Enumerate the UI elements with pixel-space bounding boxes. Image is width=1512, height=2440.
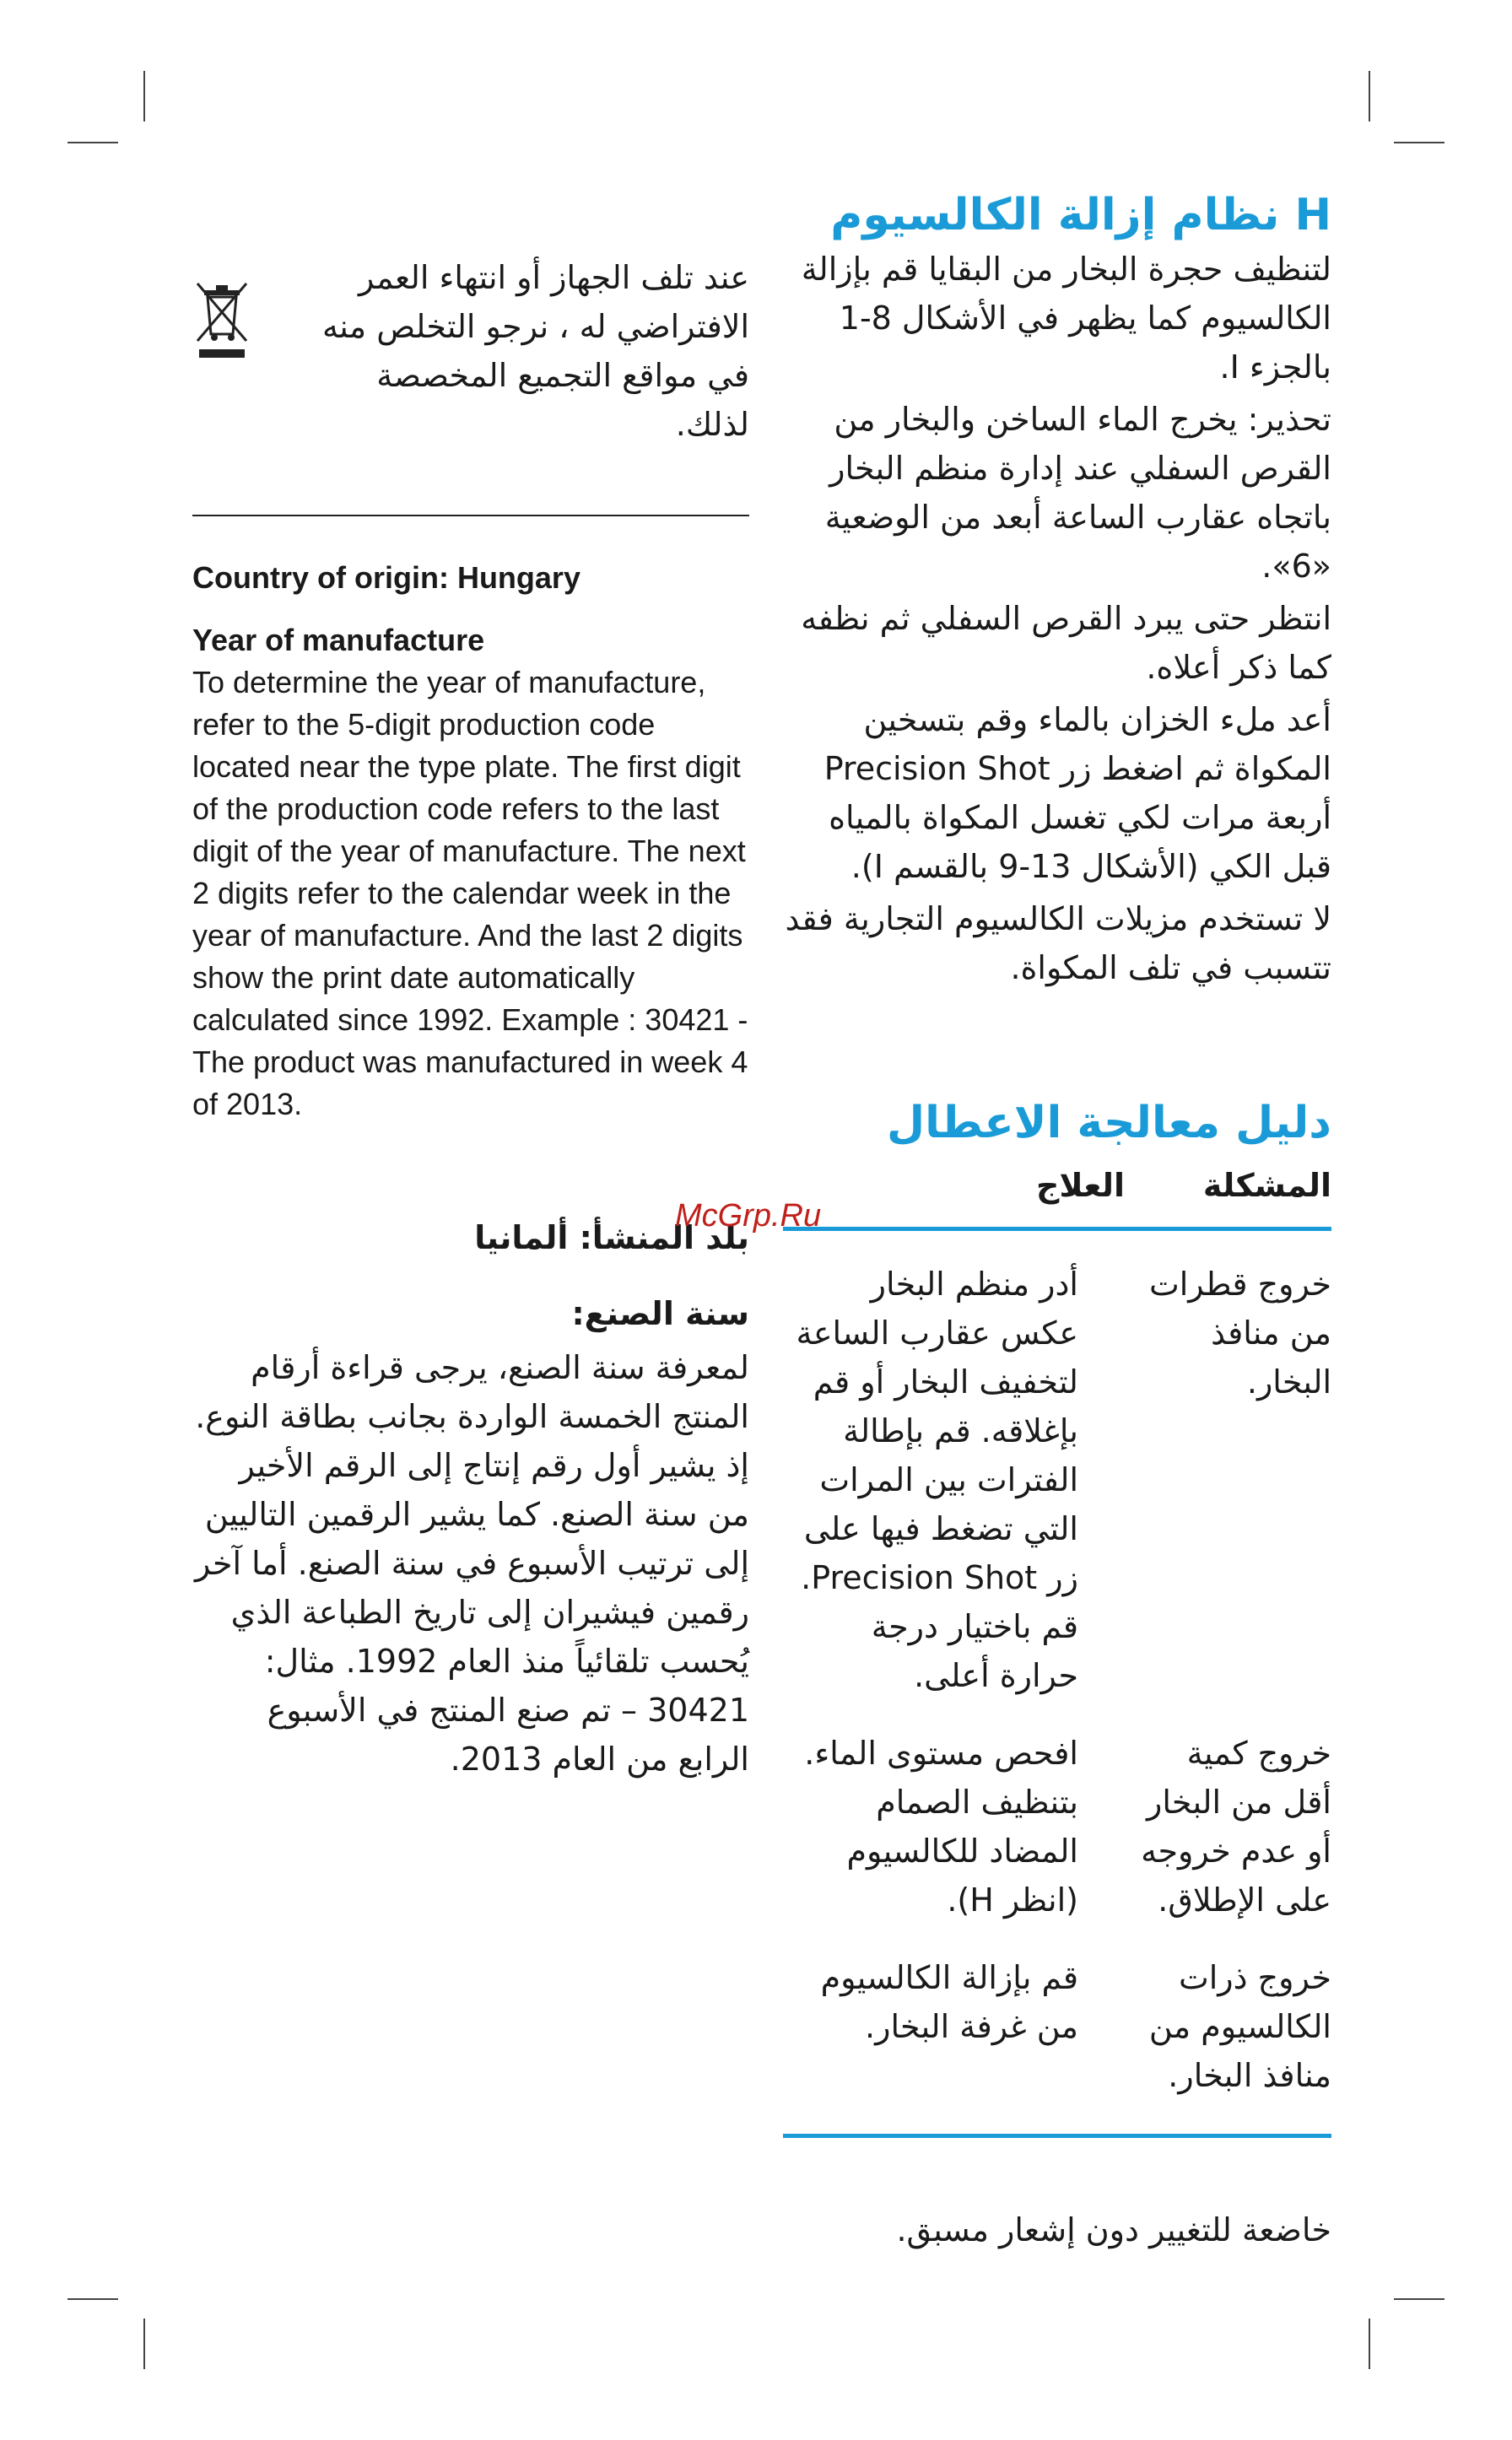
remedy-cell: قم بإزالة الكالسيوم من غرفة البخار. <box>820 1959 1078 2045</box>
crop-mark <box>143 71 145 121</box>
table-row <box>783 1729 1331 1924</box>
weee-text: عند تلف الجهاز أو انتهاء العمر الافتراضي له ، نرجو التخلص منه في مواقع التجميع المخصصة لذلك. <box>321 259 749 443</box>
remedy-cell: أدر منظم البخار عكس عقارب الساعة لتخفيف البخار أو قم بإغلاقه. قم بإطالة الفترات بين المرات التي تضغط فيها على زر Precision Shot. قم باختيار درجة حرارة أعلى. <box>796 1266 1078 1694</box>
column-header-remedy: العلاج <box>1036 1167 1125 1204</box>
column-header-problem: المشكلة <box>1202 1167 1331 1204</box>
troubleshooting-table <box>783 1161 1331 2138</box>
problem-cell: خروج ذرات الكالسيوم من منافذ البخار. <box>1148 1959 1331 2094</box>
footer-note: خاضعة للتغيير دون إشعار مسبق. <box>896 2211 1331 2248</box>
problem-cell: خروج كمية أقل من البخار أو عدم خروجه على الإطلاق. <box>1141 1735 1331 1919</box>
crossed-bin-icon <box>192 278 251 363</box>
crop-mark <box>1369 2319 1370 2369</box>
crop-mark <box>68 2298 118 2300</box>
descale-paragraph: لا تستخدم مزيلات الكالسيوم التجارية فقد تتسبب في تلف المكواة. <box>785 900 1331 986</box>
crop-mark <box>1394 142 1444 143</box>
descale-body <box>783 245 1331 992</box>
table-row <box>783 1953 1331 2100</box>
weee-notice <box>192 253 749 489</box>
year-of-manufacture-title-en: Year of manufacture <box>192 623 485 657</box>
divider <box>192 515 749 516</box>
right-column <box>783 186 1331 2254</box>
descale-paragraph: أعد ملء الخزان بالماء وقم بتسخين المكواة ثم اضغط زر Precision Shot أربعة مرات لكي تغسل المكواة بالمياه قبل الكي (الأشكال 13-9 بالقسم I). <box>824 701 1331 885</box>
year-of-manufacture-title-ar: سنة الصنع: <box>571 1295 749 1332</box>
crop-mark <box>68 142 118 143</box>
troubleshooting-title: دليل معالجة الاعطال <box>886 1098 1331 1148</box>
crop-mark <box>143 2319 145 2369</box>
remedy-cell: افحص مستوى الماء. بتنظيف الصمام المضاد للكالسيوم (انظر H). <box>804 1735 1078 1919</box>
crop-mark <box>1369 71 1370 121</box>
table-bottom-rule <box>783 2134 1331 2138</box>
country-of-origin-en: Country of origin: Hungary <box>192 560 580 595</box>
table-row <box>783 1260 1331 1700</box>
descale-warning: تحذير: يخرج الماء الساخن والبخار من القرص السفلي عند إدارة منظم البخار باتجاه عقارب الساعة أبعد من الوضعية «6». <box>824 401 1331 585</box>
watermark: McGrp.Ru <box>675 1198 822 1233</box>
year-of-manufacture-body-ar: لمعرفة سنة الصنع، يرجى قراءة أرقام المنتج الخمسة الواردة بجانب بطاقة النوع. إذ يشير أول رقم إنتاج إلى الرقم الأخير من سنة الصنع. كما يشير الرقمين التاليين إلى ترتيب الأسبوع في سنة الصنع. أما آخر رقمين فيشيران إلى تاريخ الطباعة الذي يُحسب تلقائياً منذ العام 1992. مثال: 30421 – تم صنع المنتج في الأسبوع الرابع من العام 2013. <box>195 1349 749 1778</box>
year-of-manufacture-body-en: To determine the year of manufacture, refer to the 5-digit production code located near the type plate. The first digit of the production code refers to the last digit of the year of manufacture. The next 2 digits refer to the calendar week in the year of manufacture. And the last 2 digits show the print date automatically calculated since 1992. Example : 30421 - The product was manufactured in week 4 of 2013. <box>192 665 748 1121</box>
descale-paragraph: لتنظيف حجرة البخار من البقايا قم بإزالة الكالسيوم كما يظهر في الأشكال 8-1 بالجزء I. <box>801 251 1331 386</box>
table-header <box>783 1161 1331 1231</box>
crop-mark <box>1394 2298 1444 2300</box>
descale-title: H نظام إزالة الكالسيوم <box>830 190 1331 240</box>
country-of-origin-ar: بلد المنشأ: ألمانيا <box>474 1219 749 1256</box>
descale-paragraph: انتظر حتى يبرد القرص السفلي ثم نظفه كما ذكر أعلاه. <box>801 600 1331 686</box>
left-column <box>192 253 749 1784</box>
problem-cell: خروج قطرات من منافذ البخار. <box>1148 1266 1331 1401</box>
